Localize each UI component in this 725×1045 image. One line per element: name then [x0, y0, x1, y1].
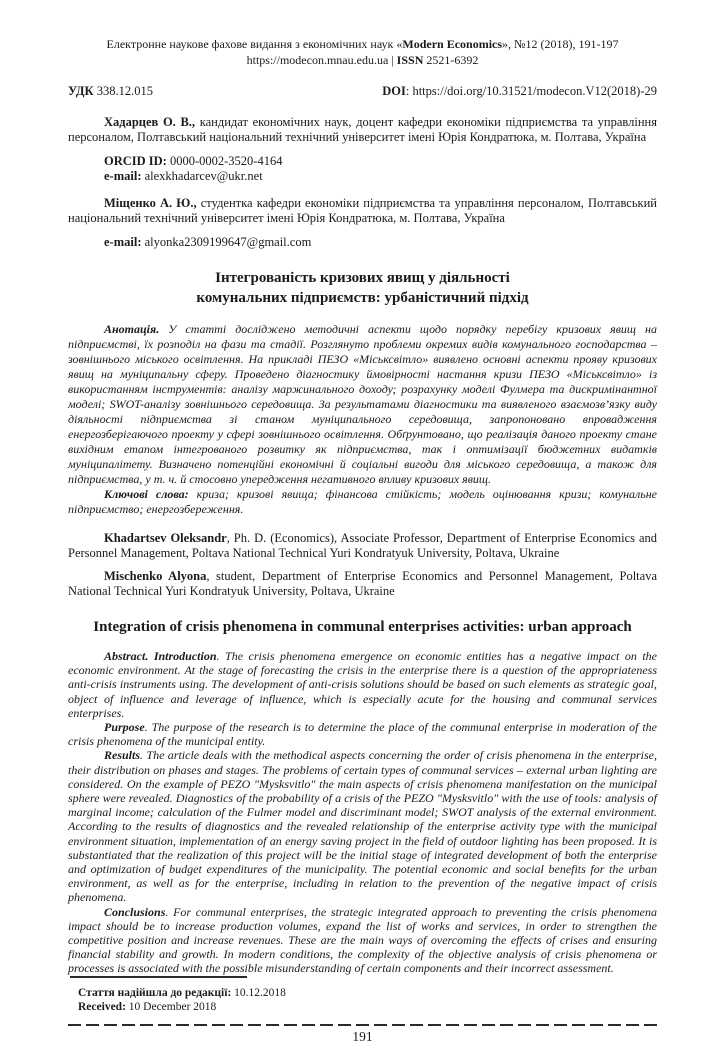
meta-row [68, 84, 657, 99]
abstract-ua-lead: Анотація. [104, 322, 160, 336]
email-line-khadartsev [104, 169, 657, 184]
udk-label: УДК [68, 84, 94, 98]
doi-value: : https://doi.org/10.31521/modecon.V12(2018)-29 [405, 84, 657, 98]
abstract-ua-block [68, 322, 657, 517]
abstract-en-purpose-body: . The purpose of the research is to determine the place of the communal enterprise in moderation of the crisis phenomena of the municipal entity. [68, 720, 657, 749]
author-en-mischenko-name: Mischenko Alyona [104, 569, 207, 583]
orcid-line [104, 154, 657, 169]
abstract-en-block [68, 649, 657, 976]
footnote-rule [70, 976, 247, 978]
abstract-en-results [68, 748, 657, 904]
abstract-en-purpose-lead: Purpose [104, 720, 145, 735]
author-ua-khadartsev-name: Хадарцев О. В., [104, 115, 196, 129]
udk-code [68, 84, 153, 99]
article-title-ua [68, 268, 657, 308]
article-title-ua-line1: Інтегрованість кризових явищ у діяльності [215, 270, 510, 286]
abstract-en-results-lead: Results [104, 748, 141, 763]
abstract-en-purpose [68, 720, 657, 748]
author-en-mischenko-affiliation: , student, Department of Enterprise Economics and Personnel Management, Poltava National Technical Yuri Kondratyuk University, Poltava, Ukraine [68, 569, 657, 598]
author-ua-mischenko-contacts [104, 235, 657, 250]
journal-name: Modern Economics [402, 37, 503, 51]
author-ua-mischenko-name: Міщенко А. Ю., [104, 196, 197, 210]
issn-label: ISSN [396, 53, 424, 67]
issn-value: 2521-6392 [423, 53, 479, 67]
received-ua-label: Стаття надійшла до редакції: [78, 986, 232, 999]
journal-url-line [68, 52, 657, 68]
received-en-label: Received: [78, 1001, 126, 1014]
received-en-value: 10 December 2018 [125, 1001, 217, 1014]
received-block [68, 986, 657, 1015]
page-number: 191 [352, 1028, 373, 1044]
journal-title-line [68, 36, 657, 52]
abstract-en-conclusions-body: . For communal enterprises, the strategic integrated approach to preventing the crisis phenomena impact should be to increase production volumes, expand the list of works and services, in order to strengthen the competitive position and increase revenues. These are the main ways of overcoming the effects of crises and ensuring financial stability and growth. In modern conditions, the complexity of the objective analysis of crisis phenomena or processes is associated with the possible misunderstanding of certain components and their incorrect assessment. [68, 904, 657, 976]
email-line-mischenko [104, 235, 657, 250]
abstract-ua [68, 322, 657, 487]
abstract-ua-body: У статті досліджено методичні аспекти щодо порядку перебігу кризових явищ на підприємстві, їх розподіл на фази та стадії. Розглянуто проблеми окремих видів комунального господарства – зовнішнього міського освітлення. На прикладі ПЕЗО «Міськсвітло» виявлено основні аспекти прояву кризових явищ на муніципальну сферу. Проведено діагностику ймовірності настання кризи ПЕЗО «Міськсвітло» із використанням інструментів: аналізу маржинального доходу; розрахунку моделі Фулмера та дискримінантної моделі; SWOT-аналізу зовнішнього середовища. За результатами діагностики та виявленого взаємозв’язку виду діяльності підприємства зі станом муніципального середовища, запропоновано впровадження енергозберігаючого проекту у сфері зовнішнього освітлення. Обґрунтовано, що реалізація даного проекту стане вихідним етапом інтегрованого розвитку як підприємства, так і оптимізації бюджетних видатків муніципалітету. Визначено потенційні економічні й соціальні вигоди для міського середовища, а також для підприємства, у т. ч. й стосовно упередження негативного впливу кризових явищ. [68, 322, 657, 486]
article-title-en: Integration of crisis phenomena in communal enterprises activities: urban approach [93, 619, 632, 635]
author-en-khadartsev-name: Khadartsev Oleksandr [104, 531, 227, 545]
footer-separator-line [68, 1024, 657, 1026]
abstract-en-conclusions [68, 905, 657, 976]
page-footer [68, 976, 657, 1045]
abstract-en-introduction-lead: Abstract. Introduction [104, 649, 217, 663]
doi-label: DOI [382, 84, 406, 98]
email-label-khadartsev: e-mail: [104, 169, 142, 183]
abstract-en-introduction [68, 649, 657, 720]
author-ua-khadartsev-affiliation: кандидат економічних наук, доцент кафедри економіки підприємства та управління персоналом, Полтавський національний технічний університет імені Юрія Кондратюка, м. Полтава, Україна [68, 115, 657, 144]
received-en-line [78, 1000, 657, 1015]
author-en-khadartsev [68, 531, 657, 561]
received-ua-line [78, 986, 657, 1001]
orcid-value: 0000-0002-3520-4164 [166, 154, 283, 168]
abstract-en-conclusions-lead: Conclusions [104, 904, 166, 919]
author-ua-khadartsev-contacts [104, 154, 657, 184]
author-en-khadartsev-affiliation: , Ph. D. (Economics), Associate Professor, Department of Enterprise Economics and Personnel Management, Poltava National Technical Yuri Kondratyuk University, Poltava, Ukraine [68, 531, 657, 560]
keywords-ua-body: криза; кризові явища; фінансова стійкість; модель оцінювання кризи; комунальне підприємство; енергозбереження. [68, 487, 658, 516]
orcid-label: ORCID ID: [104, 154, 167, 168]
author-ua-mischenko [68, 196, 657, 226]
email-value-mischenko: alyonka2309199647@gmail.com [141, 235, 312, 249]
journal-line1-post: », №12 (2018), 191-197 [502, 37, 619, 51]
author-ua-khadartsev [68, 115, 657, 145]
udk-value: 338.12.015 [93, 84, 153, 98]
author-ua-mischenko-affiliation: студентка кафедри економіки підприємства та управління персоналом, Полтавський національний технічний університет імені Юрія Кондратюка, м. Полтава, Україна [68, 196, 657, 225]
keywords-ua-lead: Ключові слова: [104, 487, 189, 501]
doi-code [382, 84, 657, 99]
abstract-en-introduction-body: . The crisis phenomena emergence on economic entities has a negative impact on the economic environment. At the stage of forecasting the crisis in the enterprise there is a question of the appropriateness anti-crisis instruments using. The development of anti-crisis solutions should be based on such elements as strategic goal, object of influence and leverage of influence, which is especially acute for the housing and communal services enterprises. [68, 649, 658, 720]
url-issn-separator: | [388, 53, 397, 67]
author-en-mischenko [68, 569, 657, 599]
email-value-khadartsev: alexkhadarcev@ukr.net [141, 169, 263, 183]
keywords-ua [68, 487, 657, 517]
journal-line1-pre: Електронне наукове фахове видання з економічних наук « [106, 37, 403, 51]
abstract-en-results-body: . The article deals with the methodical aspects concerning the order of crisis phenomena in the enterprise, their distribution on phases and stages. The problems of certain types of communal services – external urban lighting are considered. On the example of PEZO "Mysksvitlo" the main aspects of crisis phenomena manifestation on the municipal sphere were revealed. Diagnostics of the probability of a crisis of the PEZO "Mysksvitlo" with the use of tools: analysis of marginal income; calculation of the Fulmer model and discriminant model; SWOT analysis of the external environment. According to the results of diagnostics and the revealed relationship of the enterprise activity type with the municipal environment situation, implementation of an energy saving project in the field of outdoor lighting has been proposed. It is substantiated that the realization of this project will be the initial stage of integrated development of both the enterprise and optimization of budget expenditures of the municipality. The potential economic and social benefits for the urban environment, as well as for the enterprise, including in relation to the prevention of the negative impact of crisis phenomena. [68, 748, 657, 905]
journal-header [68, 36, 657, 68]
article-title-ua-line2: комунальних підприємств: урбаністичний підхід [196, 290, 529, 306]
email-label-mischenko: e-mail: [104, 235, 142, 249]
authors-en-block [68, 531, 657, 599]
received-ua-value: 10.12.2018 [231, 986, 286, 999]
journal-url: https://modecon.mnau.edu.ua [246, 53, 389, 67]
